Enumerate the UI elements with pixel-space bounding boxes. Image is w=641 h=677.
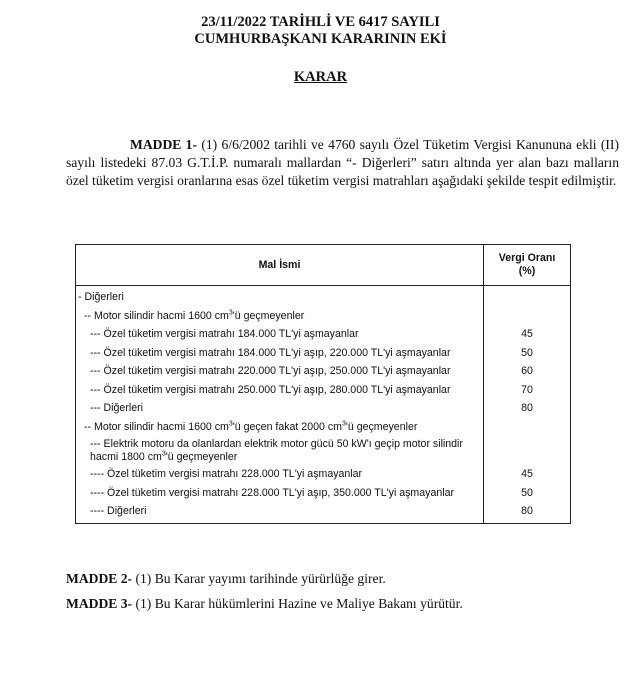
madde-3-text: (1) Bu Karar hükümlerini Hazine ve Maliye Bakanı yürütür. — [132, 596, 463, 611]
table-body-row — [76, 286, 571, 524]
madde-1-text: (1) 6/6/2002 tarihli ve 4760 sayılı Özel Tüketim Vergisi Kanununa ekli (II) sayılı listedeki 87.03 G.T.İ.P. numaralı mallardan “- Diğerleri” satırı altında yer alan bazı malların özel tüketim vergisi oranlarına esas özel tüketim vergisi matrahları aşağıdaki şekilde tespit edilmiştir. — [66, 137, 619, 188]
table-row-rate: 50 — [521, 486, 533, 499]
table-row-name: -- Motor silindir hacmi 1600 $cm^3'ü$ geçmeyenler — [84, 308, 305, 322]
vergi-orani-label: Vergi Oranı — [498, 252, 556, 264]
madde-1-paragraph — [66, 136, 619, 190]
table-row-name: -- Motor silindir hacmi 1600 $cm^3'ü$ geçen fakat 2000 $cm^3'ü$ geçmeyenler — [84, 419, 418, 433]
table-row-rate: 60 — [521, 365, 533, 377]
table-row-rate: 80 — [521, 402, 533, 414]
madde-3-paragraph — [66, 596, 463, 612]
table-row-rate — [484, 307, 570, 326]
madde-2-label: MADDE 2- — [66, 571, 133, 586]
table-row-name: --- Özel tüketim vergisi matrahı 250.000 TL'yi aşıp, 280.000 TL'yi aşmayanlar — [90, 383, 451, 396]
table-row-name: ---- Diğerleri — [90, 505, 147, 517]
table-row-name: - Diğerleri — [78, 291, 124, 303]
madde-2-paragraph — [66, 571, 386, 587]
table-row-rate: 80 — [521, 505, 533, 517]
table-row-name: --- Elektrik motoru da olanlardan elektrik motor gücü 50 kW'ı geçip motor silindir hacmi 1800 $cm^3'ü$ geçmeyenler — [90, 438, 463, 463]
table-row-name: --- Özel tüketim vergisi matrahı 184.000 TL'yi aşmayanlar — [90, 328, 359, 340]
table-row-rate — [484, 436, 570, 465]
table-row-name: --- Özel tüketim vergisi matrahı 220.000 TL'yi aşıp, 250.000 TL'yi aşmayanlar — [90, 365, 451, 377]
karar-heading: KARAR — [293, 69, 348, 85]
madde-1-label: MADDE 1- — [130, 137, 198, 152]
table-header-row — [76, 245, 571, 286]
table-row-rate — [484, 418, 570, 437]
table-row-name: --- Diğerleri — [90, 402, 143, 414]
goods-name-column — [76, 286, 484, 524]
table-row-name: ---- Özel tüketim vergisi matrahı 228.000 TL'yi aşıp, 350.000 TL'yi aşmayanlar — [90, 486, 454, 499]
table-row-rate: 45 — [521, 328, 533, 340]
table-row-rate: 45 — [521, 468, 533, 480]
document-title-line1: 23/11/2022 TARİHLİ VE 6417 SAYILI — [201, 14, 440, 30]
column-header-vergi-orani — [484, 245, 571, 286]
document-title-line2: CUMHURBAŞKANI KARARININ EKİ — [194, 31, 447, 47]
table-row-rate: 70 — [521, 383, 533, 396]
tax-rate-table — [75, 244, 571, 524]
tax-rate-column — [484, 286, 571, 524]
column-header-mal-ismi: Mal İsmi — [76, 245, 484, 286]
table-row-rate: 50 — [521, 346, 533, 359]
table-row-name: --- Özel tüketim vergisi matrahı 184.000 TL'yi aşıp, 220.000 TL'yi aşmayanlar — [90, 346, 451, 359]
madde-3-label: MADDE 3- — [66, 596, 133, 611]
madde-2-text: (1) Bu Karar yayımı tarihinde yürürlüğe girer. — [132, 571, 386, 586]
vergi-orani-unit: (%) — [518, 265, 536, 277]
table-row-rate — [484, 288, 570, 307]
table-row-name: ---- Özel tüketim vergisi matrahı 228.000 TL'yi aşmayanlar — [90, 468, 363, 480]
